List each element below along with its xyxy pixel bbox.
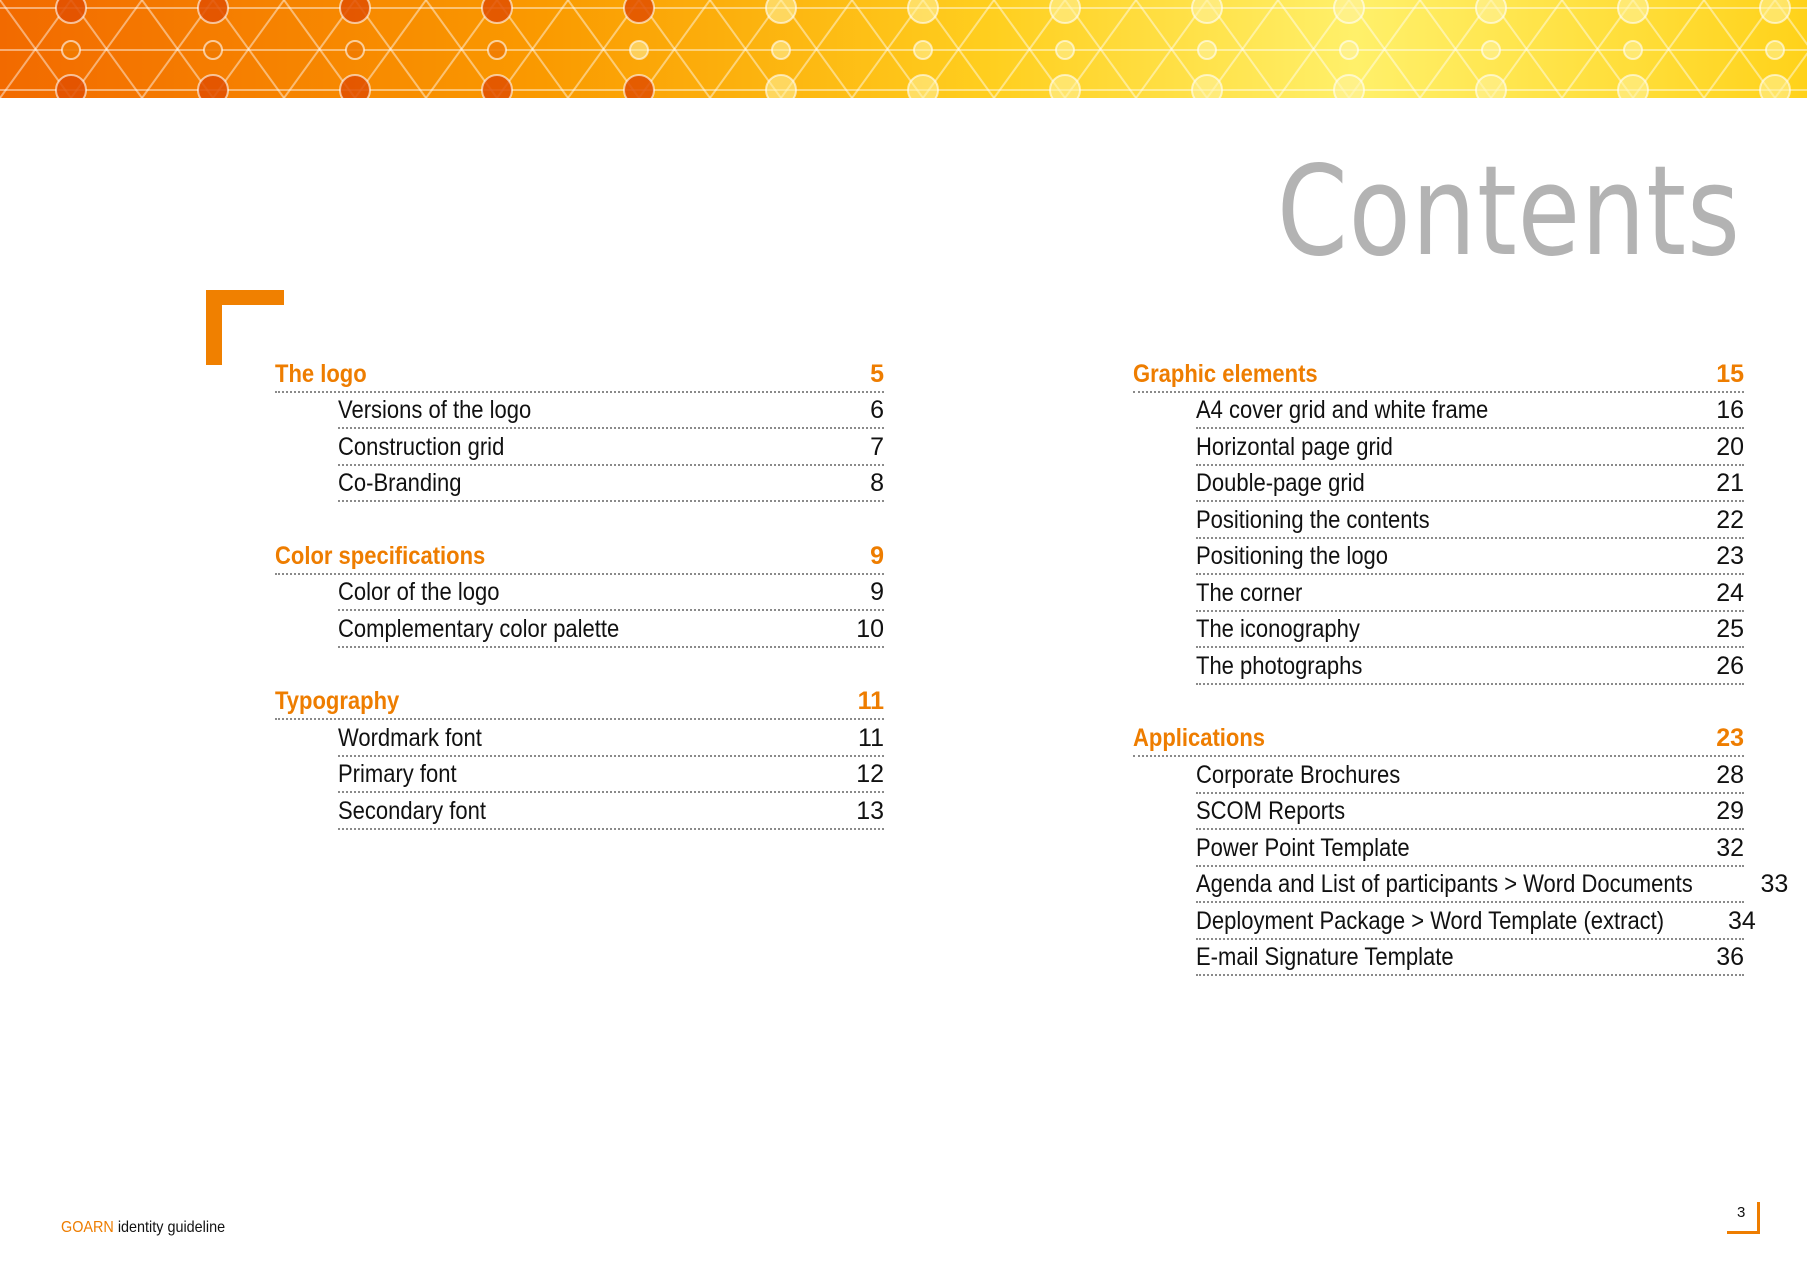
toc-item[interactable] [1196,539,1744,576]
banner-node [914,41,932,59]
banner-node [766,75,796,98]
toc-item-page: 8 [870,469,884,497]
banner-node [1482,41,1500,59]
toc-item[interactable] [1196,393,1744,430]
banner-node [56,75,86,98]
toc-heading-page: 9 [870,541,884,570]
toc-item[interactable] [1196,794,1744,831]
toc-item-page: 21 [1716,469,1744,497]
toc-item-label: Wordmark font [338,723,482,752]
toc-item-page: 32 [1716,833,1744,862]
banner-node [482,0,512,23]
toc-item[interactable] [1196,867,1789,904]
toc-item-label: Agenda and List of participants > Word Documents [1196,870,1693,898]
toc-item-label: Positioning the logo [1196,542,1389,570]
banner-node [630,41,648,59]
toc-item-label: Horizontal page grid [1196,432,1393,461]
toc-item-page: 7 [870,432,884,461]
toc-item[interactable] [1196,648,1744,685]
toc-item[interactable] [1196,757,1744,794]
toc-item-label: The corner [1196,578,1303,607]
toc-item[interactable] [1196,830,1744,867]
toc-heading-label: Color specifications [275,541,486,570]
banner-node [1476,0,1506,23]
toc-item-page: 20 [1716,432,1744,461]
toc-item-page: 24 [1716,578,1744,607]
page-number: 3 [1737,1204,1746,1221]
toc-item-label: Positioning the contents [1196,505,1430,534]
banner-node [1198,41,1216,59]
toc-item-page: 10 [856,614,884,643]
honeycomb-pattern [0,0,1807,98]
toc-item[interactable] [1196,466,1744,503]
toc-item[interactable] [338,757,884,794]
footer-brand [61,1219,225,1237]
toc-item-page: 29 [1716,797,1744,825]
banner-node [1624,41,1642,59]
banner-node [772,41,790,59]
toc-item-label: Co-Branding [338,469,462,497]
toc-item[interactable] [338,575,884,612]
toc-heading-page: 5 [870,359,884,388]
banner-node [488,41,506,59]
toc-item-label: SCOM Reports [1196,797,1346,825]
banner-node [1618,0,1648,23]
toc-item-label: The photographs [1196,651,1363,680]
banner-node [908,0,938,23]
toc-item[interactable] [1196,612,1744,649]
banner-node [1334,0,1364,23]
banner-node [198,75,228,98]
banner-node [1760,75,1790,98]
banner-node [1050,75,1080,98]
toc-item[interactable] [338,393,884,430]
toc-item-page: 13 [856,796,884,825]
banner-node [1618,75,1648,98]
toc-heading-label: The logo [275,359,367,388]
toc-item[interactable] [1196,429,1744,466]
banner-node [1476,75,1506,98]
banner-node [198,0,228,23]
banner-node [62,41,80,59]
toc-heading[interactable] [275,538,884,575]
toc-item-page: 25 [1716,615,1744,643]
toc-item-label: Double-page grid [1196,469,1365,497]
toc-right-column [1133,356,1789,1012]
banner-node [482,75,512,98]
toc-item-label: Deployment Package > Word Template (extract) [1196,906,1665,935]
banner-node [340,0,370,23]
toc-section-color-specifications [275,538,884,648]
toc-heading[interactable] [275,684,884,721]
toc-item-page: 34 [1727,906,1756,935]
toc-heading-page: 23 [1716,724,1744,752]
toc-heading-label: Applications [1133,724,1266,752]
toc-heading-page: 11 [857,687,884,715]
toc-item-label: Primary font [338,760,457,788]
banner-node [1334,75,1364,98]
banner-node [346,41,364,59]
banner-node [340,75,370,98]
toc-item-label: Color of the logo [338,578,500,606]
toc-item-label: Construction grid [338,432,505,461]
footer-brand-name: GOARN [61,1219,114,1236]
toc-heading[interactable] [1133,356,1744,393]
toc-item-page: 12 [856,760,884,788]
toc-item[interactable] [338,720,884,757]
toc-item-page: 26 [1716,651,1744,680]
toc-section-the-logo [275,356,884,502]
banner-node [624,75,654,98]
toc-item-page: 16 [1716,396,1744,424]
toc-item-label: E-mail Signature Template [1196,943,1454,971]
toc-item[interactable] [338,466,884,503]
banner-node [1760,0,1790,23]
page-corner-icon [1727,1202,1760,1234]
toc-item-page: 11 [858,723,884,752]
toc-item-label: The iconography [1196,615,1360,643]
banner-node [1050,0,1080,23]
toc-section-graphic-elements [1133,356,1744,685]
toc-heading-page: 15 [1716,359,1744,388]
toc-item-page: 9 [870,578,884,606]
banner-node [1766,41,1784,59]
footer-subtitle: identity guideline [117,1219,226,1236]
toc-item-page: 22 [1716,505,1744,534]
toc-item[interactable] [338,429,884,466]
toc-left-column [275,356,884,866]
toc-item[interactable] [338,611,884,648]
toc-item-page: 28 [1716,760,1744,789]
toc-item[interactable] [338,793,884,830]
banner-node [1192,75,1222,98]
toc-item-label: Corporate Brochures [1196,760,1401,789]
corner-mark-icon [206,290,284,365]
banner-node [908,75,938,98]
toc-heading-label: Typography [275,687,400,715]
toc-section-typography [275,684,884,830]
toc-section-applications [1133,721,1789,977]
page-title: Contents [1277,140,1741,284]
toc-item-label: Secondary font [338,796,486,825]
banner-node [56,0,86,23]
toc-item-page: 23 [1716,542,1744,570]
toc-item[interactable] [1196,575,1744,612]
banner-node [1192,0,1222,23]
banner-node [766,0,796,23]
toc-item-label: Power Point Template [1196,833,1410,862]
banner-node [1340,41,1358,59]
toc-item-page: 33 [1760,870,1789,898]
banner-node [204,41,222,59]
toc-item-label: Versions of the logo [338,396,532,424]
banner-node [1056,41,1074,59]
toc-item-label: A4 cover grid and white frame [1196,396,1489,424]
toc-item-page: 6 [870,396,884,424]
toc-item[interactable] [1196,502,1744,539]
toc-item-page: 36 [1716,943,1744,971]
toc-heading-label: Graphic elements [1133,359,1318,388]
toc-item[interactable] [1196,903,1756,940]
toc-heading[interactable] [1133,721,1744,758]
toc-heading[interactable] [275,356,884,393]
header-banner [0,0,1807,98]
toc-item[interactable] [1196,940,1744,977]
banner-node [624,0,654,23]
toc-item-label: Complementary color palette [338,614,620,643]
